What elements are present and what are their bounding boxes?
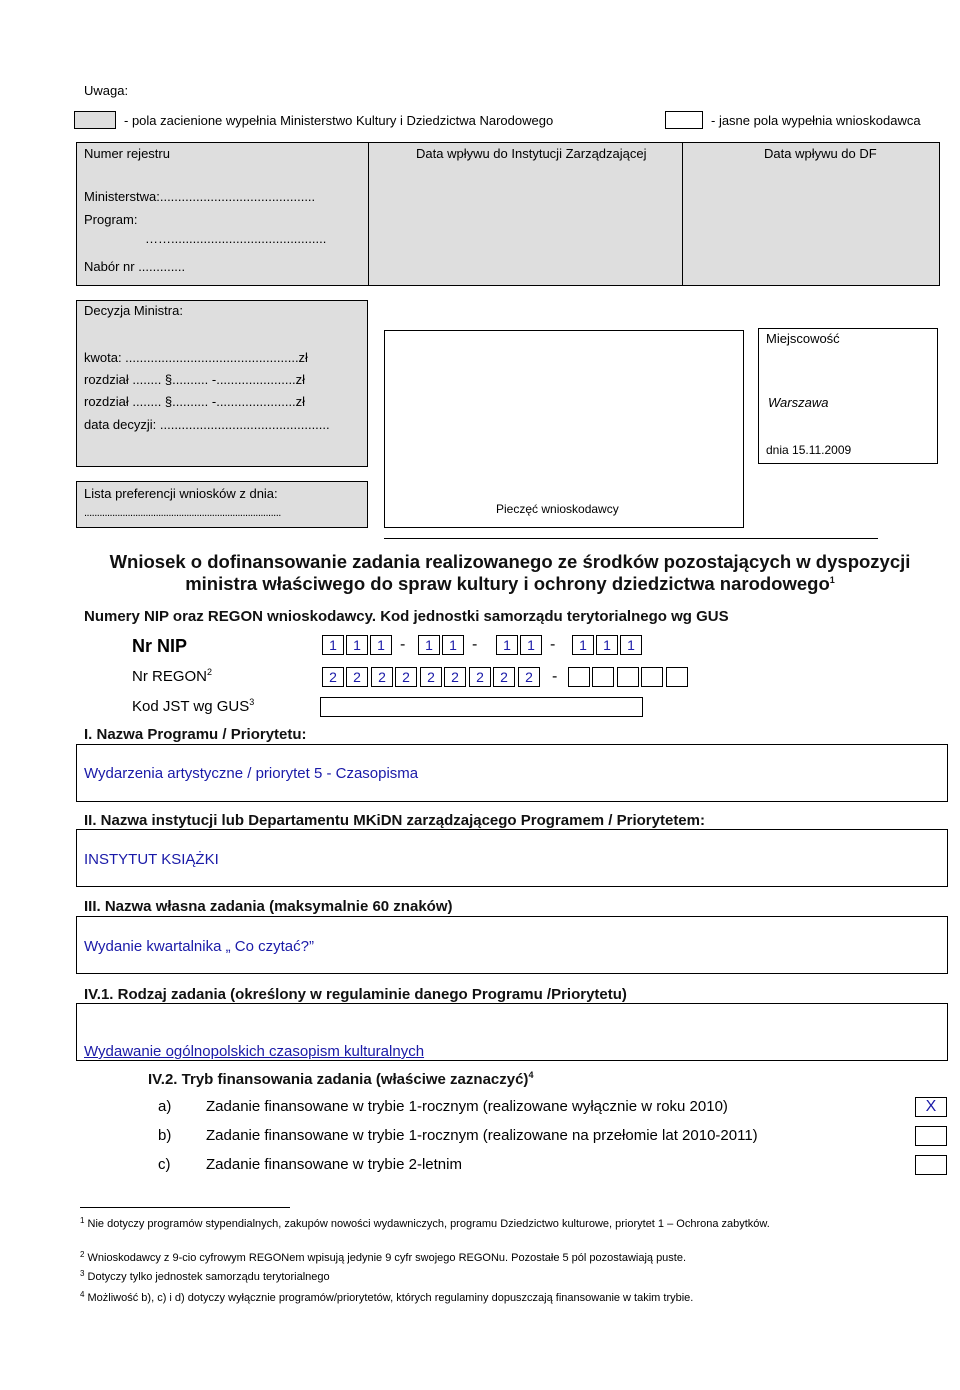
form-title-line2	[60, 573, 960, 595]
nip-digit[interactable]: 1	[442, 635, 464, 655]
nip-label: Nr NIP	[132, 636, 188, 656]
legend-gray-text: - pola zacienione wypełnia Ministerstwo Kultury i Dziedzictwa Narodowego	[124, 113, 554, 128]
footnote-4-text: Możliwość b), c) i d) dotyczy wyłącznie programów/priorytetów, których regulaminy dopuszczają finansowanie w takim trybie.	[87, 1292, 694, 1304]
footnote-ref-4: 4	[528, 1070, 534, 1080]
option-a-text: Zadanie finansowane w trybie 1-rocznym (realizowane wyłącznie w roku 2010)	[206, 1098, 728, 1115]
option-a-letter: a)	[158, 1098, 172, 1115]
nip-dash: -	[400, 636, 406, 653]
program-label: Program:	[84, 212, 138, 227]
option-b-letter: b)	[158, 1127, 172, 1144]
regon-label: Nr REGON	[132, 668, 207, 685]
footnote-2-num: 2	[80, 1250, 85, 1259]
regon-digit[interactable]: 2	[444, 667, 466, 687]
footnote-3-text: Dotyczy tylko jednostek samorządu terytorialnego	[87, 1271, 330, 1283]
regon-digit[interactable]	[617, 667, 639, 687]
section-3-value: Wydanie kwartalnika „ Co czytać?”	[84, 938, 314, 955]
ids-heading: Numery NIP oraz REGON wnioskodawcy. Kod jednostki samorządu terytorialnego wg GUS	[84, 608, 729, 625]
regon-field-group[interactable]	[322, 667, 702, 691]
nabor-field: Nabór nr .............	[84, 259, 186, 274]
program-dots: ……...........................................	[145, 231, 327, 246]
section-2-label: II. Nazwa instytucji lub Departamentu MKiDN zarządzającego Programem / Priorytetem:	[84, 812, 705, 829]
regon-digit[interactable]: 2	[346, 667, 368, 687]
data-wplywu-iz-label: Data wpływu do Instytucji Zarządzającej	[416, 146, 647, 161]
section-4-1-label: IV.1. Rodzaj zadania (określony w regulaminie danego Programu /Priorytetu)	[84, 986, 627, 1003]
title-separator	[384, 538, 878, 539]
nip-dash: -	[472, 636, 478, 653]
data-wplywu-df-label: Data wpływu do DF	[764, 146, 877, 161]
regon-digit[interactable]: 2	[371, 667, 393, 687]
footnote-3	[80, 1271, 880, 1284]
nip-digit[interactable]: 1	[346, 635, 368, 655]
stamp-label: Pieczęć wnioskodawcy	[496, 502, 619, 516]
footnote-3-num: 3	[80, 1269, 85, 1278]
footnote-4	[80, 1292, 880, 1305]
section-1-label: I. Nazwa Programu / Priorytetu:	[84, 726, 307, 743]
kwota-field: kwota: ................................................zł	[84, 350, 308, 365]
footnote-separator	[80, 1207, 290, 1208]
section-4-2-label: IV.2. Tryb finansowania zadania (właściwe zaznaczyć)	[148, 1071, 529, 1088]
legend-white-swatch	[665, 111, 703, 129]
regon-digit[interactable]: 2	[395, 667, 417, 687]
footnote-1-text: Nie dotyczy programów stypendialnych, zakupów nowości wydawniczych, programu Dziedzictwo kulturowe, priorytet 1 – Ochrona zabytków.	[87, 1218, 770, 1230]
uwaga-label: Uwaga:	[84, 83, 129, 98]
miejscowosc-label: Miejscowość	[766, 331, 840, 346]
stamp-box[interactable]	[384, 330, 744, 528]
option-a-checkbox[interactable]: X	[915, 1097, 947, 1117]
nip-digit[interactable]: 1	[572, 635, 594, 655]
option-c-letter: c)	[158, 1156, 171, 1173]
footnote-ref-2: 2	[207, 667, 213, 677]
regon-digit[interactable]: 2	[518, 667, 540, 687]
regon-digit[interactable]: 2	[322, 667, 344, 687]
regon-digit[interactable]	[641, 667, 663, 687]
footnote-4-num: 4	[80, 1290, 85, 1299]
jst-label: Kod JST wg GUS	[132, 698, 250, 715]
nip-digit[interactable]: 1	[620, 635, 642, 655]
option-b-text: Zadanie finansowane w trybie 1-rocznym (realizowane na przełomie lat 2010-2011)	[206, 1127, 758, 1144]
preferences-label: Lista preferencji wniosków z dnia:	[84, 486, 278, 501]
footnote-2	[80, 1252, 880, 1265]
regon-digit[interactable]: 2	[469, 667, 491, 687]
footnote-ref-3: 3	[249, 697, 255, 707]
section-2-value: INSTYTUT KSIĄŻKI	[84, 851, 219, 868]
date-value: dnia 15.11.2009	[766, 443, 852, 457]
nip-digit[interactable]: 1	[418, 635, 440, 655]
registry-divider-2	[682, 142, 683, 286]
legend-white-text: - jasne pola wypełnia wnioskodawca	[711, 113, 921, 128]
section-3-label: III. Nazwa własna zadania (maksymalnie 60 znaków)	[84, 898, 453, 915]
nip-digit[interactable]: 1	[496, 635, 518, 655]
ministerstwa-field: Ministerstwa:...........................................	[84, 189, 316, 204]
regon-digit[interactable]	[568, 667, 590, 687]
preferences-dots: .............................................................................	[84, 507, 281, 519]
nip-digit[interactable]: 1	[322, 635, 344, 655]
rozdzial-field-2: rozdział ........ §.......... -......................zł	[84, 394, 306, 409]
form-title-line1: Wniosek o dofinansowanie zadania realizowanego ze środków pozostających w dyspozycji	[109, 551, 911, 572]
regon-dash: -	[552, 668, 558, 685]
nip-field-group[interactable]	[322, 635, 652, 659]
footnote-ref-1: 1	[829, 574, 835, 585]
option-b-checkbox[interactable]	[915, 1126, 947, 1146]
decision-title: Decyzja Ministra:	[84, 303, 183, 318]
option-c-text: Zadanie finansowane w trybie 2-letnim	[206, 1156, 462, 1173]
numer-rejestru-label: Numer rejestru	[84, 146, 170, 161]
option-c-checkbox[interactable]	[915, 1155, 947, 1175]
footnote-2-text: Wnioskodawcy z 9-cio cyfrowym REGONem wpisują jedynie 9 cyfr swojego REGONu. Pozostałe 5 pól pozostawiają puste.	[87, 1252, 687, 1264]
jst-label-wrap	[132, 697, 254, 715]
nip-digit[interactable]: 1	[520, 635, 542, 655]
nip-digit[interactable]: 1	[596, 635, 618, 655]
footnote-1	[80, 1218, 880, 1231]
regon-digit[interactable]	[666, 667, 688, 687]
jst-input[interactable]	[320, 697, 643, 717]
rozdzial-field-1: rozdział ........ §.......... -......................zł	[84, 372, 306, 387]
regon-digit[interactable]: 2	[493, 667, 515, 687]
miejscowosc-value: Warszawa	[768, 395, 829, 410]
regon-label-wrap	[132, 667, 212, 685]
regon-digit[interactable]	[592, 667, 614, 687]
footnote-1-num: 1	[80, 1216, 85, 1225]
regon-digit[interactable]: 2	[420, 667, 442, 687]
legend-gray-swatch	[74, 111, 116, 129]
nip-digit[interactable]: 1	[370, 635, 392, 655]
section-4-1-value: Wydawanie ogólnopolskich czasopism kulturalnych	[84, 1043, 425, 1060]
data-decyzji-field: data decyzji: ...............................................	[84, 417, 330, 432]
registry-divider-1	[368, 142, 369, 286]
section-1-value: Wydarzenia artystyczne / priorytet 5 - Czasopisma	[84, 765, 419, 782]
section-4-2-label-wrap	[148, 1070, 533, 1088]
registry-box	[76, 142, 940, 286]
nip-dash: -	[550, 636, 556, 653]
form-title-line2-text: ministra właściwego do spraw kultury i ochrony dziedzictwa narodowego	[185, 573, 830, 594]
